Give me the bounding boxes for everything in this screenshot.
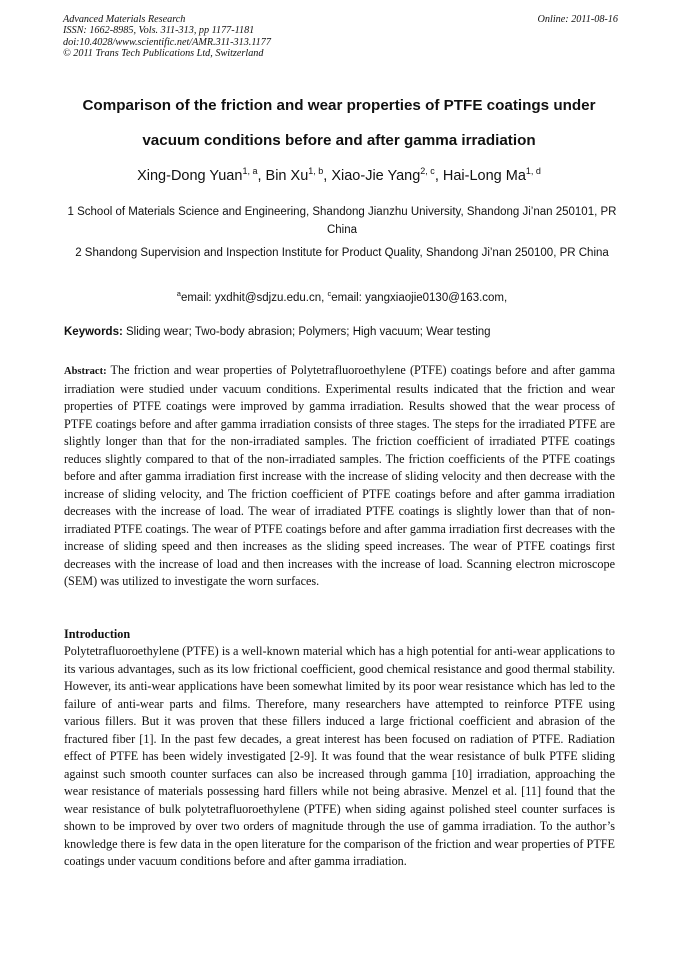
author: Bin Xu$^{1, b}$, [265, 166, 332, 184]
author: Hai-Long Ma$^{1, d}$ [442, 166, 541, 184]
keywords-text: Sliding wear; Two-body abrasion; Polymers; High vacuum; Wear testing [122, 326, 491, 338]
author: Xiao-Jie Yang$^{2, c}$, [331, 166, 443, 184]
online-date: Online: 2011-08-16 [537, 14, 618, 25]
email-link[interactable]: email: yangxiaojie0130@163.com, [331, 291, 508, 304]
journal-doi: doi:10.4028/www.scientific.net/AMR.311-313.1177 [63, 36, 271, 48]
keywords [64, 323, 620, 341]
journal-copyright: © 2011 Trans Tech Publications Ltd, Switzerland [63, 47, 264, 59]
journal-name: Advanced Materials Research [63, 14, 186, 25]
abstract-label: Abstract: [64, 366, 107, 377]
introduction-text: Polytetrafluoroethylene (PTFE) is a well-known material which has a high potential for anti-wear applications to its various advantages, such as its low frictional coefficient, good chemical resistance and good thermal stability. However, its anti-wear applications have been somewhat limited by its poor wear resistance which has led to the failure of anti-wear parts and films. Therefore, many researchers have attempted to reinforce PTFE using various fillers. But it was proven that these fillers induced a large frictional coefficient and abrasion of the fractured fiber [1]. In the past few decades, a great interest has been focused on radiation of PTFE. Radiation effect of PTFE has been widely investigated [2-9]. It was found that the wear resistance of bulk PTFE sliding against such smooth counter surfaces can also be increased through gamma [10] irradiation, approaching the wear resistance of materials possessing hard fillers while not being abrasive. Menzel et al. [11] found that the wear resistance of bulk polytetrafluoroethylene (PTFE) when siding against polished steel counter surfaces is shown to be improved by over two orders of magnitude through the use of gamma irradiation. To the author’s knowledge there is few data in the open literature for the comparison of the friction and wear properties of PTFE coatings under vacuum conditions before and after gamma irradiation. [64, 644, 615, 868]
paper-title-line-2: vacuum conditions before and after gamma irradiation [142, 132, 536, 149]
keywords-label: Keywords: [64, 326, 123, 338]
author-list [40, 166, 638, 184]
introduction-heading: Introduction [64, 627, 131, 641]
journal-issn: ISSN: 1662-8985, Vols. 311-313, pp 1177-1181 [63, 25, 255, 37]
journal-header [63, 14, 618, 59]
paper-title-line-1: Comparison of the friction and wear properties of PTFE coatings under [82, 97, 596, 114]
author: Xing-Dong Yuan$^{1, a}$, [137, 166, 266, 184]
affiliation-1: 1 School of Materials Science and Engineering, Shandong Jianzhu University, Shandong Ji’nan 250101, PR China [67, 206, 617, 236]
affiliation-2: 2 Shandong Supervision and Inspection Institute for Product Quality, Shandong Ji’nan 250100, PR China [75, 247, 609, 259]
email-link[interactable]: email: yxdhit@sdjzu.edu.cn, [180, 291, 328, 304]
paper-title [40, 88, 638, 158]
author-emails: $^a$email: yxdhit@sdjzu.edu.cn, $^c$email: yangxiaojie0130@163.com, [176, 289, 508, 304]
abstract [64, 362, 615, 591]
abstract-text: The friction and wear properties of Polytetrafluoroethylene (PTFE) coatings before and after gamma irradiation were studied under vacuum conditions. Experimental results indicated that the friction and wear properties of PTFE coatings were improved by gamma irradiation. Results showed that the wear process of PTFE coatings before and after gamma irradiation consists of three stages. The steps for the irradiated PTFE are slightly longer than that for the non-irradiated samples. The friction coefficient of irradiated PTFE coatings reduces slightly compared to that of the non-irradiated samples. The friction coefficients of the PTFE coatings before and after gamma irradiation first increase with the increase of sliding velocity and then decrease with the increase of sliding velocity, and The friction coefficient of PTFE coatings before and after gamma irradiation decreases with the increase of load. The wear of irradiated PTFE coatings is slightly lower than that of non-irradiated PTFE coatings. The wear of PTFE coatings before and after gamma irradiation first decreases with the increase of sliding speed and then increases as the sliding speed increases. The wear of PTFE coatings first decreases with the increase of load and then increases with the increase of load. Scanning electron microscope (SEM) was utilized to investigate the worn surfaces. [64, 363, 615, 588]
